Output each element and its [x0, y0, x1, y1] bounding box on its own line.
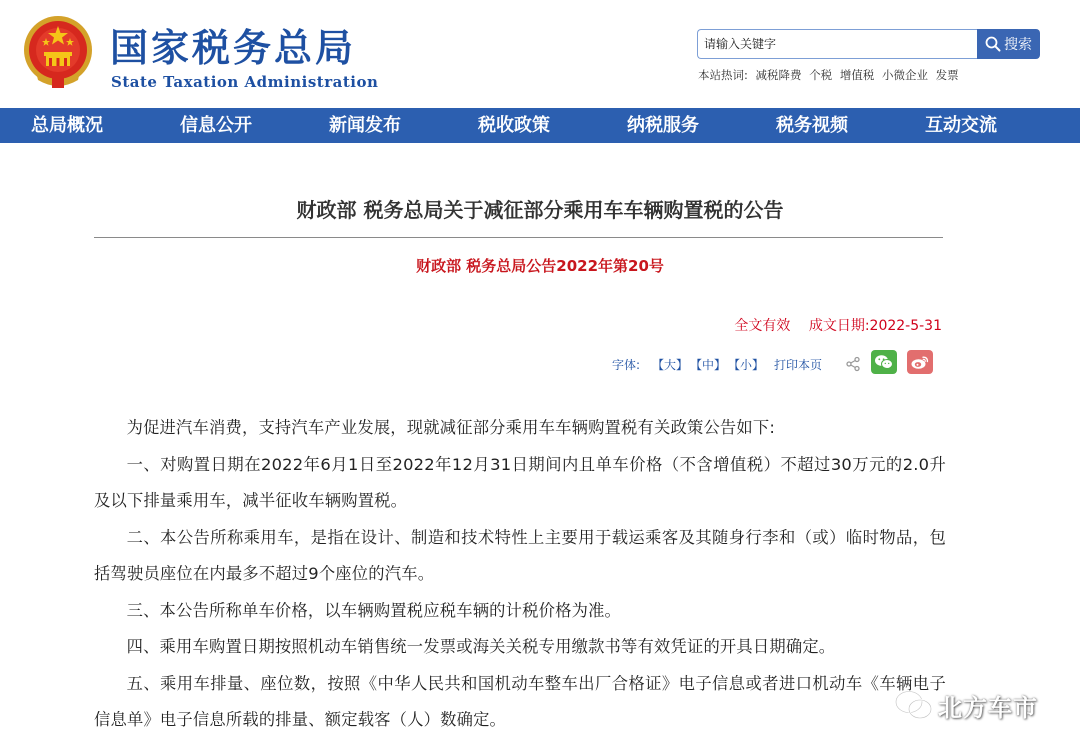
weibo-share-button[interactable] — [907, 350, 933, 374]
site-header — [0, 0, 1080, 108]
document-number: 财政部 税务总局公告2022年第20号 — [416, 257, 664, 275]
font-small-link[interactable]: 【小】 — [728, 358, 765, 372]
title-divider — [94, 237, 943, 238]
watermark — [894, 687, 1038, 723]
search-icon — [985, 36, 1001, 52]
hot-word-link[interactable]: 减税降费 — [755, 68, 802, 82]
search-button-label: 搜索 — [1004, 37, 1032, 53]
nav-item-news[interactable]: 新闻发布 — [329, 115, 401, 136]
font-large-link[interactable]: 【大】 — [652, 358, 689, 372]
site-name-chinese[interactable]: 国家税务总局 — [110, 26, 357, 70]
article-meta — [734, 315, 942, 335]
hot-words — [698, 67, 963, 83]
article-paragraph: 为促进汽车消费，支持汽车产业发展，现就减征部分乘用车车辆购置税有关政策公告如下: — [126, 418, 776, 437]
hot-word-link[interactable]: 发票 — [935, 68, 959, 82]
issue-date: 成文日期:2022-5-31 — [808, 318, 942, 334]
hot-word-link[interactable]: 小微企业 — [882, 68, 928, 82]
nav-item-service[interactable]: 纳税服务 — [627, 115, 699, 136]
share-icon[interactable] — [845, 356, 861, 372]
print-link[interactable]: 打印本页 — [774, 358, 823, 372]
wechat-share-button[interactable] — [871, 350, 897, 374]
hot-word-link[interactable]: 个税 — [809, 68, 833, 82]
nav-item-information[interactable]: 信息公开 — [180, 115, 252, 136]
weibo-icon — [910, 354, 930, 370]
watermark-text: 北方车市 — [938, 693, 1038, 722]
article-title: 财政部 税务总局关于减征部分乘用车车辆购置税的公告 — [296, 198, 784, 222]
hot-word-link[interactable]: 增值税 — [839, 68, 875, 82]
search-button[interactable] — [977, 29, 1040, 59]
article-paragraph: 二、本公告所称乘用车，是指在设计、制造和技术特性上主要用于载运乘客及其随身行李和（或）临时物品，包括驾驶员座位在内最多不超过9个座位的汽车。 — [94, 527, 946, 583]
wechat-watermark-icon — [894, 689, 934, 721]
main-nav — [0, 108, 1080, 143]
article-body — [94, 410, 946, 739]
nav-item-policy[interactable]: 税收政策 — [478, 115, 550, 136]
nav-item-video[interactable]: 税务视频 — [776, 115, 848, 136]
font-medium-link[interactable]: 【中】 — [690, 358, 727, 372]
national-emblem-icon[interactable] — [22, 14, 94, 92]
font-size-label: 字体: — [612, 358, 641, 372]
nav-item-overview[interactable]: 总局概况 — [31, 115, 103, 136]
hot-words-label: 本站热词: — [698, 68, 748, 82]
site-name-english[interactable]: State Taxation Administration — [111, 73, 379, 91]
article-paragraph: 四、乘用车购置日期按照机动车销售统一发票或海关关税专用缴款书等有效凭证的开具日期确定。 — [126, 637, 836, 656]
wechat-icon — [874, 354, 894, 370]
article-paragraph: 一、对购置日期在2022年6月1日至2022年12月31日期间内且单车价格（不含增值税）不超过30万元的2.0升及以下排量乘用车，减半征收车辆购置税。 — [94, 454, 946, 510]
article-paragraph: 三、本公告所称单车价格，以车辆购置税应税车辆的计税价格为准。 — [126, 600, 622, 620]
search-box — [697, 29, 977, 59]
search-input[interactable] — [704, 30, 972, 58]
validity-status: 全文有效 — [734, 318, 791, 334]
article-paragraph: 五、乘用车排量、座位数，按照《中华人民共和国机动车整车出厂合格证》电子信息或者进口机动车《车辆电子信息单》电子信息所载的排量、额定载客（人）数确定。 — [94, 673, 946, 729]
nav-item-interaction[interactable]: 互动交流 — [925, 115, 997, 136]
